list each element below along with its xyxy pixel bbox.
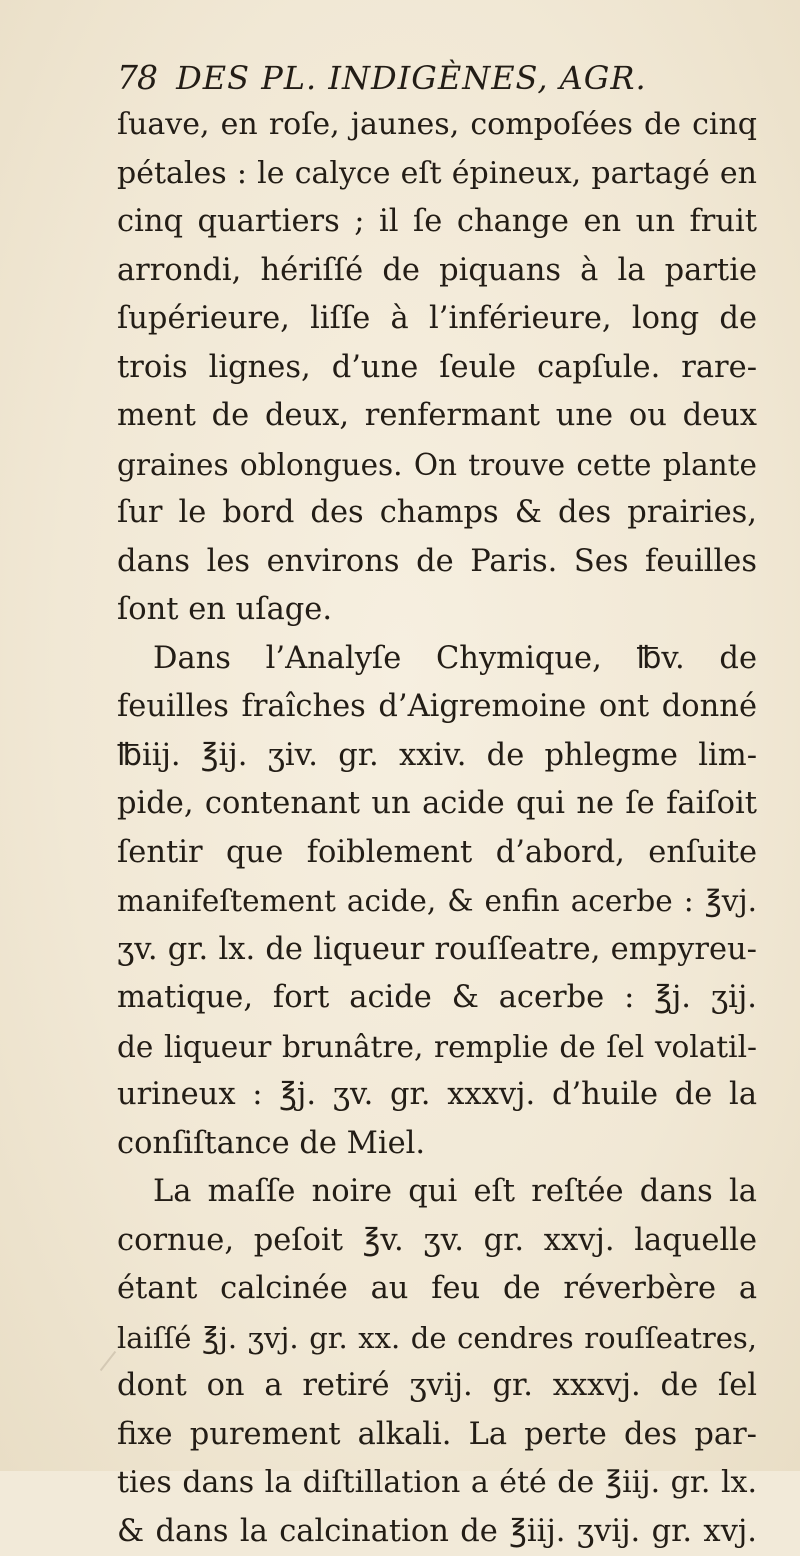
text-line: ſuave, en roſe, jaunes, compoſées de cinq: [117, 101, 757, 150]
text-line: urineux : ℥j. ʒv. gr. xxxvj. d’huile de la: [117, 1071, 757, 1120]
text-line: ſupérieure, liſſe à l’inférieure, long de: [117, 295, 757, 344]
text-line: cinq quartiers ; il ſe change en un fruit: [117, 198, 757, 247]
text-line: ment de deux, renfermant une ou deux: [117, 392, 757, 441]
text-line: pétales : le calyce eſt épineux, partagé en: [117, 150, 757, 199]
text-line: ſont en uſage.: [117, 586, 757, 635]
text-line: dans les environs de Paris. Ses feuilles: [117, 538, 757, 587]
paper-mark: [100, 1351, 116, 1371]
page-header: [117, 58, 717, 102]
text-line: étant calcinée au feu de réverbère a: [117, 1265, 757, 1314]
text-line: conſiſtance de Miel.: [117, 1120, 757, 1169]
text-line: pide, contenant un acide qui ne ſe faiſoit: [117, 780, 757, 829]
text-line: La maſſe noire qui eſt reſtée dans la: [117, 1168, 757, 1217]
text-line: fixe purement alkali. La perte des par-: [117, 1411, 757, 1460]
body-text: [117, 101, 757, 1556]
text-line: matique, fort acide & acerbe : ℥j. ʒij.: [117, 974, 757, 1023]
text-line: manifeſtement acide, & enfin acerbe : ℥vj.: [117, 877, 757, 926]
text-line: dont on a retiré ʒvij. gr. xxxvj. de ſel: [117, 1362, 757, 1411]
page-number: 78: [117, 58, 157, 97]
text-line: feuilles fraîches d’Aigremoine ont donné: [117, 683, 757, 732]
text-line: cornue, peſoit ℥v. ʒv. gr. xxvj. laquelle: [117, 1217, 757, 1266]
text-line: arrondi, hériſſé de piquans à la partie: [117, 247, 757, 296]
text-line: de liqueur brunâtre, remplie de ſel volatil-: [117, 1023, 757, 1072]
text-line: Dans l’Analyſe Chymique, ℔v. de: [117, 635, 757, 684]
text-line: ſur le bord des champs & des prairies,: [117, 489, 757, 538]
running-head: DES PL. INDIGÈNES, AGR.: [176, 59, 647, 97]
text-line: ties dans la diſtillation a été de ℥iij. gr. lx.: [117, 1459, 757, 1508]
text-line: ʒv. gr. lx. de liqueur rouſſeatre, empyreu-: [117, 926, 757, 975]
text-line: ℔iij. ℥ij. ʒiv. gr. xxiv. de phlegme lim-: [117, 732, 757, 781]
text-line: ſentir que foiblement d’abord, enſuite: [117, 829, 757, 878]
text-line: laiſſé ℥j. ʒvj. gr. xx. de cendres rouſſeatres,: [117, 1314, 757, 1363]
text-line: graines oblongues. On trouve cette plante: [117, 441, 757, 490]
text-line: trois lignes, d’une ſeule capſule. rare-: [117, 344, 757, 393]
text-line: & dans la calcination de ℥iij. ʒvij. gr. xvj.: [117, 1508, 757, 1556]
